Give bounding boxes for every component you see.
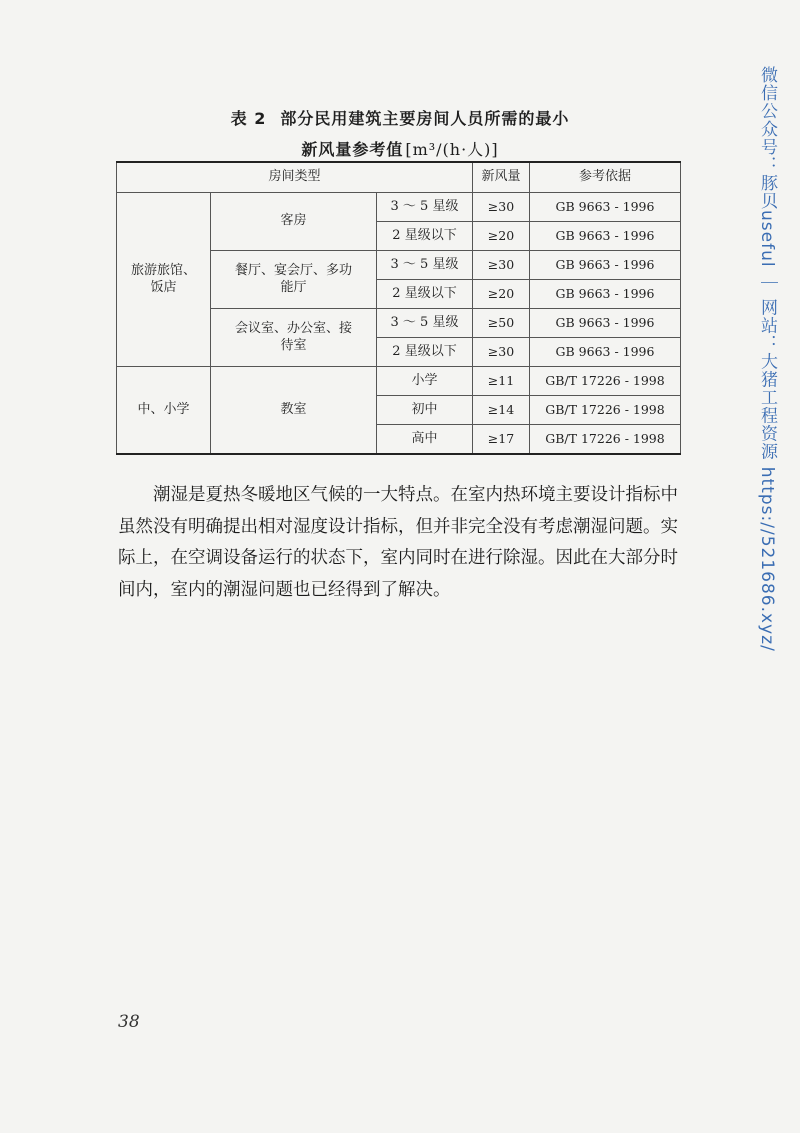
body-paragraph: 潮湿是夏热冬暖地区气候的一大特点。在室内热环境主要设计指标中虽然没有明确提出相对湿度设计指标，但并非完全没有考虑潮湿问题。实际上，在空调设备运行的状态下，室内同时在进行除湿。因此在大部分时间内，室内的潮湿问题也已经得到了解决。 (118, 485, 678, 600)
ref-cell: GB 9663 - 1996 (530, 280, 681, 309)
table-header-row (117, 162, 681, 193)
ref-cell: GB/T 17226 - 1998 (530, 367, 681, 396)
ref-cell: GB 9663 - 1996 (530, 309, 681, 338)
grade-cell: 3 ～ 5 星级 (377, 193, 473, 222)
grade-cell: 小学 (377, 367, 473, 396)
grade-cell: 初中 (377, 396, 473, 425)
value-cell: ≥30 (473, 193, 530, 222)
table-number: 表 2 (230, 109, 267, 128)
value-cell: ≥14 (473, 396, 530, 425)
value-cell: ≥17 (473, 425, 530, 455)
value-cell: ≥50 (473, 309, 530, 338)
grade-cell: 2 星级以下 (377, 222, 473, 251)
value-cell: ≥20 (473, 222, 530, 251)
value-cell: ≥20 (473, 280, 530, 309)
value-cell: ≥30 (473, 251, 530, 280)
ref-cell: GB 9663 - 1996 (530, 251, 681, 280)
ref-cell: GB/T 17226 - 1998 (530, 396, 681, 425)
page-number: 38 (118, 1012, 140, 1032)
table-unit: [m³/(h·人)] (405, 140, 499, 159)
header-fresh-air: 新风量 (473, 162, 530, 193)
grade-cell: 高中 (377, 425, 473, 455)
room-cell: 餐厅、宴会厅、多功能厅 (211, 251, 377, 309)
ref-cell: GB 9663 - 1996 (530, 222, 681, 251)
grade-cell: 2 星级以下 (377, 280, 473, 309)
room-cell: 会议室、办公室、接待室 (211, 309, 377, 367)
fresh-air-table (116, 161, 681, 455)
value-cell: ≥30 (473, 338, 530, 367)
grade-cell: 2 星级以下 (377, 338, 473, 367)
room-cell: 客房 (211, 193, 377, 251)
value-cell: ≥11 (473, 367, 530, 396)
table-row (117, 367, 681, 396)
ref-cell: GB 9663 - 1996 (530, 193, 681, 222)
ref-cell: GB/T 17226 - 1998 (530, 425, 681, 455)
group-school: 中、小学 (117, 367, 211, 455)
grade-cell: 3 ～ 5 星级 (377, 309, 473, 338)
table-row (117, 193, 681, 222)
watermark-text: 微信公众号：豚贝useful ｜ 网站：大猪工程资源 https://521686.xyz/ (757, 66, 777, 652)
table-title-cont: 新风量参考值 (301, 140, 404, 159)
group-hotel: 旅游旅馆、饭店 (117, 193, 211, 367)
grade-cell: 3 ～ 5 星级 (377, 251, 473, 280)
header-reference: 参考依据 (530, 162, 681, 193)
table-caption-line2 (0, 137, 800, 160)
table-title: 部分民用建筑主要房间人员所需的最小 (280, 109, 570, 128)
table-caption-line1 (0, 106, 800, 129)
ref-cell: GB 9663 - 1996 (530, 338, 681, 367)
header-room-type: 房间类型 (117, 162, 473, 193)
room-cell: 教室 (211, 367, 377, 455)
